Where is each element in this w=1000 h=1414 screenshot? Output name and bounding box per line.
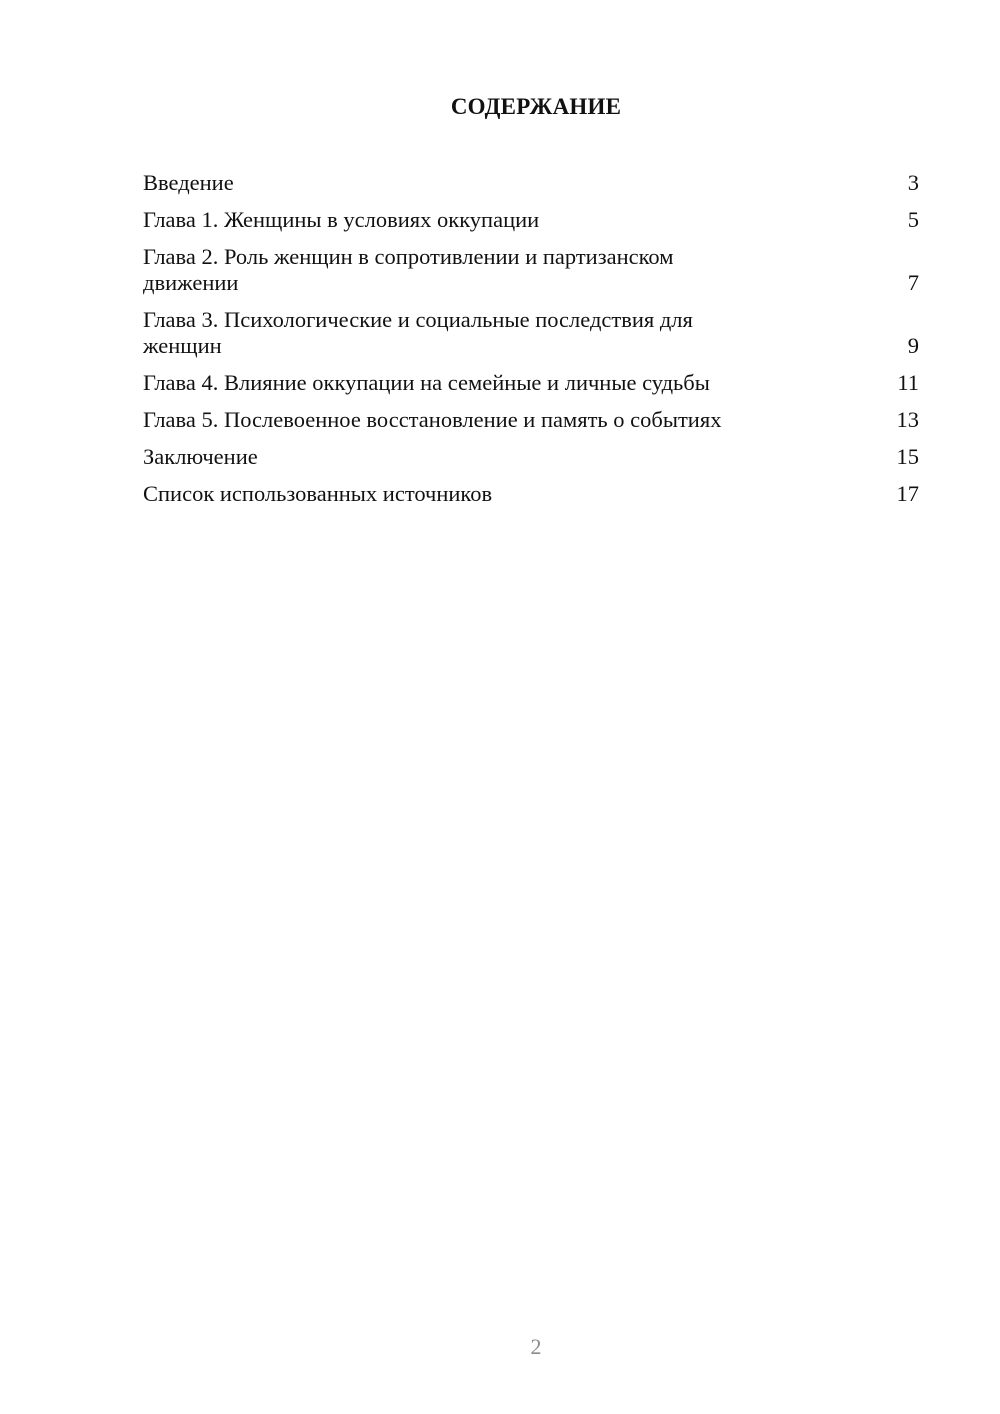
toc-entry-chapter-3[interactable] [143, 307, 919, 359]
toc-entry-label: Введение [143, 170, 234, 195]
toc-entry-conclusion[interactable] [143, 444, 919, 470]
toc-entry-chapter-5[interactable] [143, 407, 919, 433]
toc-entry-page: 15 [896, 444, 919, 469]
page-number: 2 [530, 1334, 542, 1359]
toc-entry-chapter-1[interactable] [143, 207, 919, 233]
toc-entry-label: Глава 2. Роль женщин в сопротивлении и партизанском движении [143, 244, 674, 295]
toc-entry-page: 13 [896, 407, 919, 432]
toc-entry-chapter-2[interactable] [143, 244, 919, 296]
toc-entry-page: 11 [897, 370, 919, 395]
toc-entry-label: Глава 3. Психологические и социальные последствия для женщин [143, 307, 693, 358]
toc-entry-page: 7 [907, 270, 919, 295]
toc-entry-label: Глава 4. Влияние оккупации на семейные и личные судьбы [143, 370, 710, 395]
toc-entry-label: Глава 1. Женщины в условиях оккупации [143, 207, 540, 232]
toc-entry-label: Глава 5. Послевоенное восстановление и память о событиях [143, 407, 722, 432]
toc-entry-page: 17 [896, 481, 919, 506]
toc-entry-label: Список использованных источников [143, 481, 493, 506]
table-of-contents [143, 170, 919, 518]
toc-entry-page: 3 [907, 170, 919, 195]
toc-entry-chapter-4[interactable] [143, 370, 919, 396]
toc-entry-references[interactable] [143, 481, 919, 507]
toc-entry-label: Заключение [143, 444, 258, 469]
toc-title: СОДЕРЖАНИЕ [450, 94, 622, 119]
toc-entry-page: 5 [907, 207, 919, 232]
toc-entry-page: 9 [907, 333, 919, 358]
toc-entry-introduction[interactable] [143, 170, 919, 196]
